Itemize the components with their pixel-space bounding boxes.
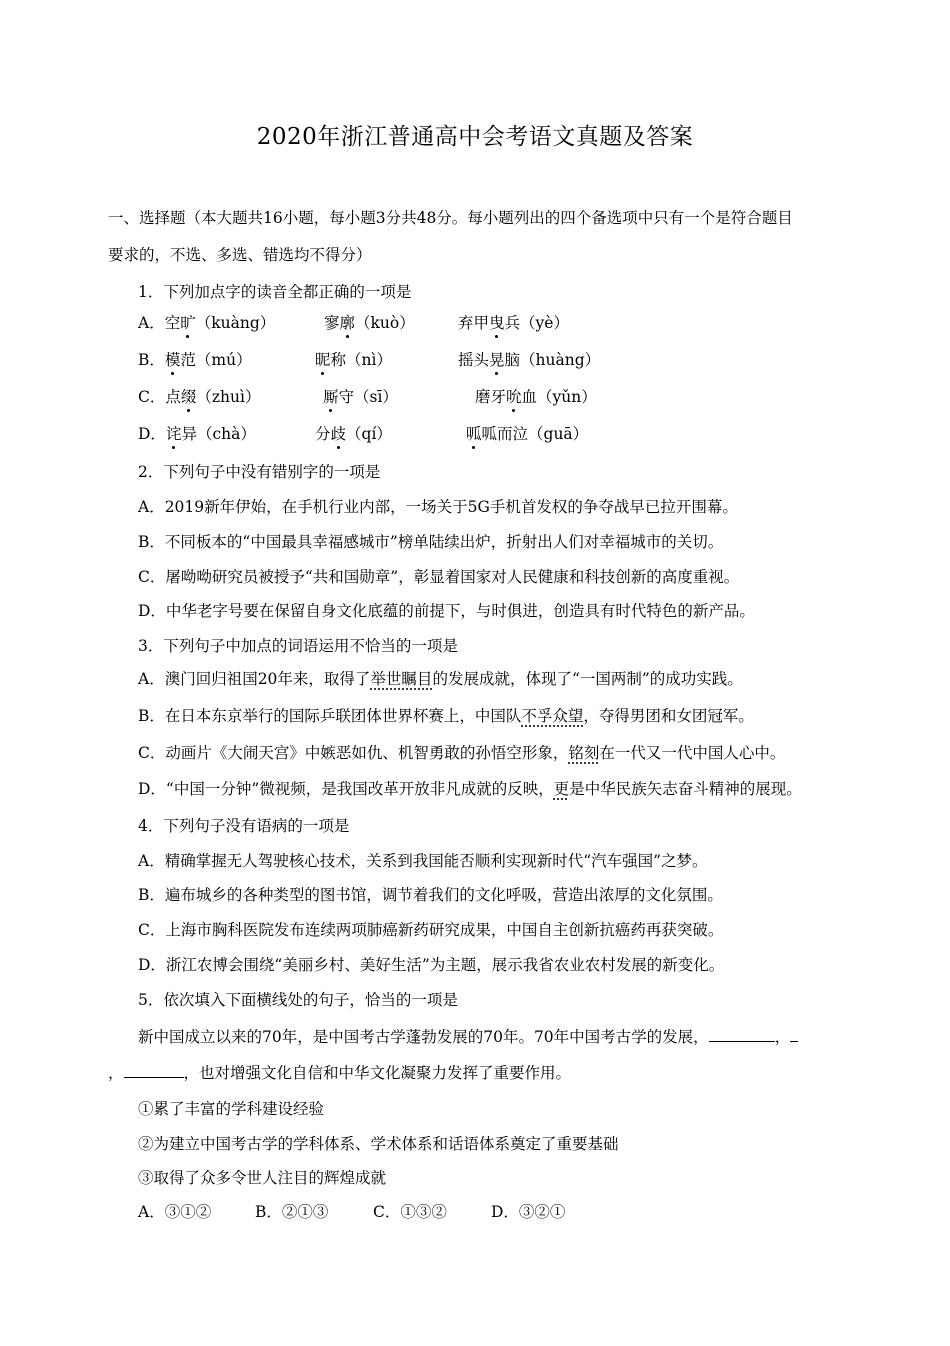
q5-option-b: B．②①③ [255,1203,329,1221]
q3-option-c: C．动画片《大闹天宫》中嫉恶如仇、机智勇敢的孙悟空形象，铭刻在一代又一代中国人心中。 [138,744,786,762]
q1-option-c-2: 厮守（sī） [323,388,398,406]
answer-blank-1 [709,1027,775,1042]
q5-item-3: ③取得了众多令世人注目的辉煌成就 [138,1169,387,1187]
q3-option-d: D．“中国一分钟”微视频，是我国改革开放非凡成就的反映，更是中华民族矢志奋斗精神的展现。 [138,780,802,798]
dotted-term: 举世瞩目 [370,670,433,688]
q2-option-a: A．2019新年伊始，在手机行业内部，一场关于5G手机首发权的争夺战早已拉开围幕。 [138,498,738,516]
q1-option-c-1: C．点缀（zhuì） [138,388,261,406]
q3-stem: 3．下列句子中加点的词语运用不恰当的一项是 [138,637,458,655]
q1-stem: 1．下列加点字的读音全都正确的一项是 [138,283,412,301]
q1-option-d-1: D．诧异（chà） [138,425,256,443]
section-instructions-line1: 一、选择题（本大题共16小题，每小题3分共48分。每小题列出的四个备选项中只有一个是符合题目 [108,209,793,227]
q2-option-b: B．不同板本的“中国最具幸福感城市”榜单陆续出炉，折射出人们对幸福城市的关切。 [138,533,724,551]
answer-blank-3 [124,1063,184,1078]
q5-option-d: D．③②① [491,1203,566,1221]
q1-option-b-3: 摇头晃脑（huàng） [458,351,601,369]
q3-option-b: B．在日本东京举行的国际乒联团体世界杯赛上，中国队不孚众望，夺得男团和女团冠军。 [138,707,754,725]
q1-option-d-2: 分歧（qí） [315,425,392,443]
section-instructions-line2: 要求的，不选、多选、错选均不得分） [108,246,372,264]
q5-item-1: ①累了丰富的学科建设经验 [138,1100,325,1118]
answer-blank-2a [790,1027,798,1042]
q3-option-a: A．澳门回归祖国20年来，取得了举世瞩目的发展成就，体现了“一国两制”的成功实践。 [138,670,743,688]
q1-option-a-1: A．空旷（kuàng） [138,314,276,332]
q5-option-c: C．①③② [373,1203,447,1221]
q2-option-c: C．屠呦呦研究员被授予“共和国勋章”，彰显着国家对人民健康和科技创新的高度重视。 [138,568,740,586]
q4-stem: 4．下列句子没有语病的一项是 [138,817,350,835]
q1-option-c-3: 磨牙吮血（yǔn） [475,388,597,406]
q1-option-a-3: 弃甲曳兵（yè） [458,314,569,332]
q1-option-d-3: 呱呱而泣（guā） [466,425,589,443]
q4-option-a: A．精确掌握无人驾驶核心技术，关系到我国能否顺利实现新时代“汽车强国”之梦。 [138,852,708,870]
q4-option-c: C．上海市胸科医院发布连续两项肺癌新药研究成果，中国自主创新抗癌药再获突破。 [138,921,724,939]
q5-paragraph-line2: ， ，也对增强文化自信和中华文化凝聚力发挥了重要作用。 [108,1064,572,1082]
q5-option-a: A．③①② [138,1203,212,1221]
page-title: 2020年浙江普通高中会考语文真题及答案 [256,124,694,150]
q2-stem: 2．下列句子中没有错别字的一项是 [138,463,381,481]
q2-option-d: D．中华老字号要在保留自身文化底蕴的前提下，与时俱进，创造具有时代特色的新产品。 [138,602,755,620]
q5-paragraph-line1: 新中国成立以来的70年，是中国考古学蓬勃发展的70年。70年中国考古学的发展， ， [138,1027,798,1047]
q5-stem: 5．依次填入下面横线处的句子，恰当的一项是 [138,991,458,1009]
q5-item-2: ②为建立中国考古学的学科体系、学术体系和话语体系奠定了重要基础 [138,1135,619,1153]
q1-option-b-1: B．模范（mú） [138,351,252,369]
q1-option-a-2: 寥廓（kuò） [324,314,415,332]
q4-option-d: D．浙江农博会围绕“美丽乡村、美好生活”为主题，展示我省农业农村发展的新变化。 [138,956,725,974]
q4-option-b: B．遍布城乡的各种类型的图书馆，调节着我们的文化呼吸，营造出浓厚的文化氛围。 [138,886,723,904]
q1-option-b-2: 昵称（nì） [315,351,392,369]
